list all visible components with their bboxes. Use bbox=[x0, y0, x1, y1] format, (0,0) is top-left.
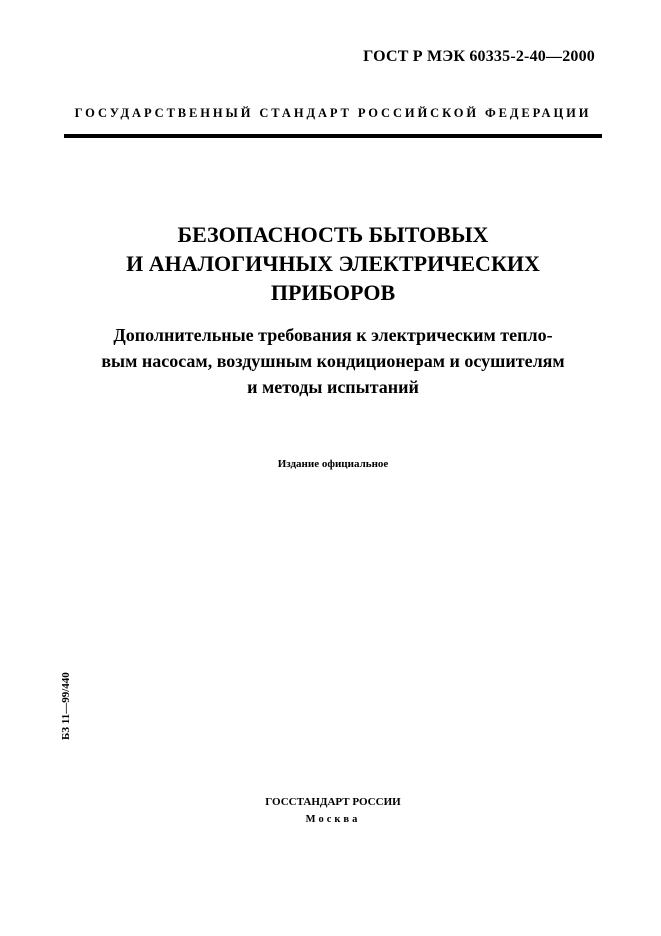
subtitle-line-3: и методы испытаний bbox=[247, 377, 419, 397]
header-divider bbox=[64, 134, 602, 138]
side-catalog-code: БЗ 11—99/440 bbox=[60, 672, 72, 740]
edition-label: Издание официальное bbox=[277, 458, 389, 470]
publisher-city: Москва bbox=[305, 814, 361, 825]
subtitle-line-2: вым насосам, воздушным кондиционерам и осушителям bbox=[101, 351, 565, 371]
document-subtitle bbox=[64, 322, 602, 400]
state-standard-heading: ГОСУДАРСТВЕННЫЙ СТАНДАРТ РОССИЙСКОЙ ФЕДЕРАЦИИ bbox=[74, 106, 592, 120]
document-title bbox=[64, 220, 602, 307]
standard-number: ГОСТ Р МЭК 60335-2-40—2000 bbox=[363, 48, 595, 65]
title-line-2: И АНАЛОГИЧНЫХ ЭЛЕКТРИЧЕСКИХ bbox=[126, 251, 540, 276]
title-line-1: БЕЗОПАСНОСТЬ БЫТОВЫХ bbox=[177, 222, 489, 247]
subtitle-line-1: Дополнительные требования к электрическим тепло- bbox=[113, 325, 553, 345]
publisher-name: ГОССТАНДАРТ РОССИИ bbox=[265, 796, 401, 808]
title-line-3: ПРИБОРОВ bbox=[270, 280, 396, 305]
